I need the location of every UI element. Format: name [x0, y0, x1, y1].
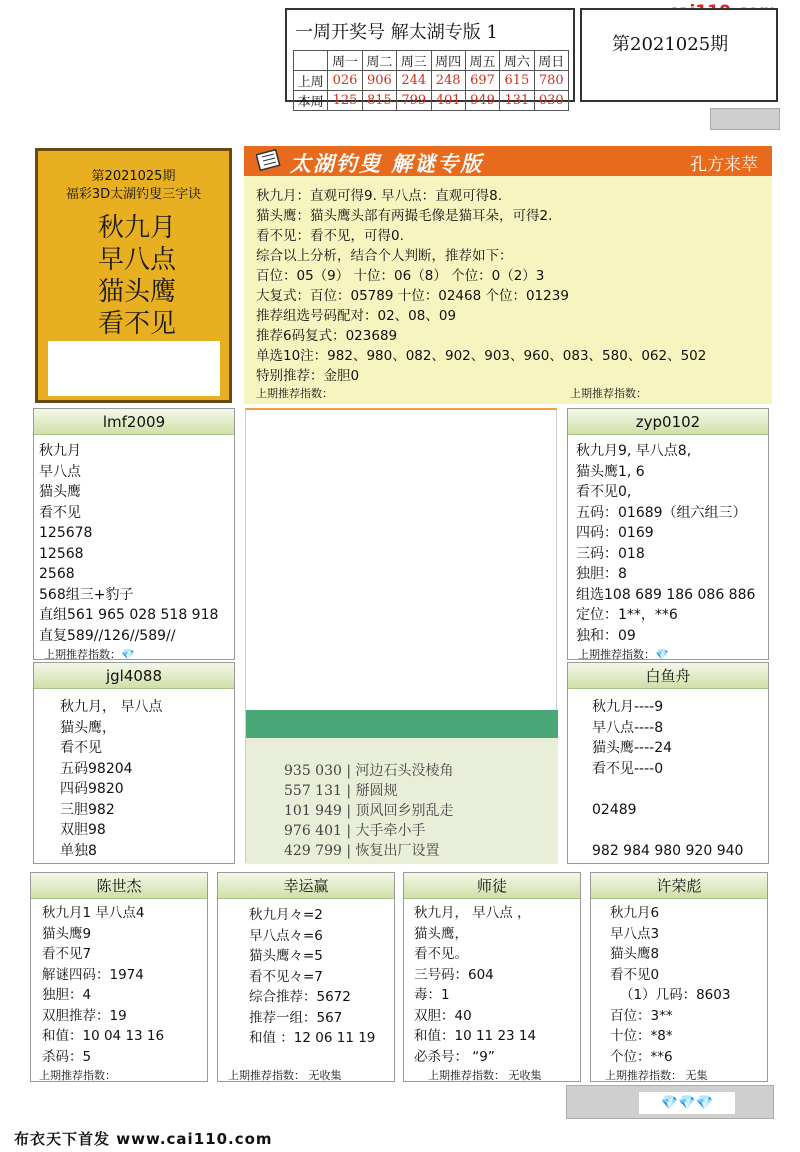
expert-card-lmf2009 [33, 408, 235, 660]
tip-line: 和值：10 11 23 14 [414, 1028, 537, 1044]
riddle-word: 早八点 [98, 245, 177, 275]
period-panel [580, 8, 778, 102]
index-label: 上期推荐指数： 无收集 [428, 1069, 542, 1082]
tip-line: 直复589//126//589// [39, 627, 176, 644]
draw-header-cell: 周一 [328, 51, 362, 71]
tip-line: 早八点----8 [592, 719, 664, 736]
tip-line: 五码98204 [60, 760, 133, 777]
tip-line: 定位：1**，**6 [576, 607, 678, 623]
draw-table [293, 50, 569, 111]
expert-card-jgl4088 [33, 662, 235, 864]
riddle-word: 猫头鹰 [98, 277, 177, 307]
tip-line: 三胆982 [60, 801, 115, 818]
tip-line: 2568 [39, 566, 75, 582]
tip-line: 杀码：5 [42, 1048, 92, 1065]
tip-line: 125678 [39, 525, 93, 541]
history-line: 976 401 | 大手牵小手 [284, 823, 426, 839]
tip-line: 三号码：604 [414, 966, 494, 983]
tip-line: 单独8 [60, 842, 97, 859]
tip-line: 看不见----0 [592, 760, 664, 777]
analysis-line: 单选10注：982、980、082、902、903、960、083、580、062、502 [256, 348, 707, 364]
draw-number: 815 [362, 91, 396, 111]
tip-line: 百位：3** [610, 1007, 673, 1024]
expert-body [568, 435, 768, 646]
tip-line: 秋九月， 早八点 [60, 699, 163, 715]
tip-line: 秋九月----9 [592, 699, 664, 715]
tip-line: 早八点 [39, 463, 81, 480]
tip-line: 猫头鹰， [60, 719, 116, 736]
tip-line: 个位：**6 [610, 1048, 673, 1065]
analysis-line: 猫头鹰：猫头鹰头部有两撮毛像是猫耳朵，可得2. [256, 208, 553, 224]
tip-line: 12568 [39, 545, 84, 562]
expert-card-zyp0102 [567, 408, 769, 660]
tip-line: 双胆：40 [414, 1007, 472, 1024]
analysis-line: 看不见：看不见，可得0. [256, 228, 404, 244]
expert-body [591, 899, 767, 1067]
tip-line: 秋九月6 [610, 905, 660, 921]
expert-name: 陈世杰 [31, 873, 207, 899]
history-line: 429 799 | 恢复出厂设置 [284, 843, 440, 859]
history-line: 935 030 | 河边石头没棱角 [284, 763, 454, 779]
index-label: 上期推荐指数： [256, 387, 333, 400]
analysis-line: 秋九月：直观可得9. 早八点：直观可得8. [256, 188, 503, 204]
expert-name: jgl4088 [34, 663, 234, 689]
tip-line: 看不见々=7 [249, 968, 323, 985]
spacer [592, 779, 768, 800]
tip-line: 568组三+豹子 [39, 586, 134, 603]
draw-number: 030 [534, 91, 568, 111]
expert-body [218, 899, 394, 1049]
period-label: 第2021025期 [612, 34, 729, 55]
draw-header-cell: 周三 [397, 51, 431, 71]
tip-line: 解谜四码：1974 [42, 966, 144, 983]
tip-line: 推荐一组：567 [249, 1009, 343, 1026]
center-panel [245, 408, 557, 863]
analysis-line: 大复式：百位：05789 十位：02468 个位：01239 [256, 288, 569, 304]
tip-line: 独和：09 [576, 627, 636, 644]
tip-line: 猫头鹰1, 6 [576, 463, 645, 480]
tip-line: 三码：018 [576, 545, 645, 562]
tip-line: 四码9820 [60, 781, 124, 797]
tip-line: 秋九月1 早八点4 [42, 905, 145, 921]
index-label: 上期推荐指数： [39, 1069, 116, 1082]
expert-card-shitu [403, 872, 581, 1082]
tip-line: 十位：*8* [610, 1028, 673, 1044]
tip-line: 和值：10 04 13 16 [42, 1028, 165, 1044]
tip-line: 看不见0 [610, 966, 660, 983]
expert-name: 许荣彪 [591, 873, 767, 899]
spacer [592, 820, 768, 841]
tip-line: 独胆：4 [42, 987, 92, 1003]
draw-number: 248 [431, 71, 465, 91]
tip-line: 综合推荐：5672 [249, 989, 351, 1005]
tip-line: 猫头鹰々=5 [249, 948, 323, 964]
tip-line: 秋九月9, 早八点8, [576, 443, 692, 459]
history-line: 101 949 | 顶风回乡别乱走 [284, 803, 454, 819]
tip-line: 必杀号： “9” [414, 1048, 495, 1065]
expert-name: 白鱼舟 [568, 663, 768, 689]
index-label: 上期推荐指数： [578, 648, 655, 661]
draw-number: 615 [500, 71, 534, 91]
draw-number: 949 [465, 91, 499, 111]
tip-line: 双胆98 [60, 822, 106, 838]
draw-row-label: 上周 [294, 71, 328, 91]
expert-body [34, 689, 234, 861]
book-icon [256, 149, 282, 171]
tip-line: 猫头鹰8 [610, 946, 660, 962]
riddle-word: 看不见 [98, 309, 177, 339]
gray-divider [710, 108, 780, 130]
diamond-icon: 💎 [655, 648, 669, 661]
draw-number: 780 [534, 71, 568, 91]
tip-line: 和值 ：12 06 11 19 [249, 1030, 376, 1046]
riddle-period: 第2021025期 [91, 169, 176, 184]
tip-line: 五码：01689（组六组三） [576, 504, 747, 521]
diamond-icon: 💎 [121, 648, 135, 661]
expert-body [34, 435, 234, 646]
tip-line: 独胆：8 [576, 566, 627, 582]
index-label: 上期推荐指数： [570, 387, 647, 400]
index-row [34, 646, 234, 662]
tip-line: 秋九月 [39, 443, 81, 459]
draw-title: 一周开奖号 解太湖专版 1 [295, 22, 498, 43]
banner-author: 孔方来萃 [690, 155, 758, 175]
riddle-card [35, 148, 232, 403]
expert-name: 幸运赢 [218, 873, 394, 899]
tip-line: 猫头鹰 [39, 484, 81, 500]
tip-line: 四码：0169 [576, 525, 654, 541]
draw-header-cell: 周日 [534, 51, 568, 71]
analysis-line: 百位：05（9） 十位：06（8） 个位：0（2）3 [256, 268, 545, 284]
index-label: 上期推荐指数： [44, 648, 121, 661]
expert-name: 师徒 [404, 873, 580, 899]
analysis-line: 特别推荐：金胆0 [256, 368, 360, 384]
draw-header-cell: 周五 [465, 51, 499, 71]
riddle-word: 秋九月 [98, 213, 177, 243]
draw-number: 697 [465, 71, 499, 91]
center-green-bar [246, 710, 558, 738]
riddle-subtitle: 福彩3D太湖钓叟三字诀 [65, 187, 202, 202]
draw-number: 125 [328, 91, 362, 111]
expert-card-xurongbiao [590, 872, 768, 1082]
draw-number: 401 [431, 91, 465, 111]
tip-line: 猫头鹰----24 [592, 740, 673, 756]
tip-line: 看不见0, [576, 484, 632, 500]
riddle-blank-box [48, 341, 220, 396]
expert-body [568, 689, 768, 861]
analysis-line: 推荐组选号码配对：02、08、09 [256, 308, 457, 324]
diamond-icon: 💎💎💎 [639, 1092, 735, 1114]
draw-header-cell: 周六 [500, 51, 534, 71]
analysis-line: 推荐6码复式：023689 [256, 328, 398, 344]
history-riddle-list [246, 738, 558, 864]
tip-line: 02489 [592, 801, 637, 818]
draw-header-row [294, 51, 569, 71]
draw-number: 906 [362, 71, 396, 91]
footer-credit: 布衣天下首发 www.cai110.com [14, 1130, 273, 1148]
expert-card-baiyuzhou [567, 662, 769, 864]
expert-name: lmf2009 [34, 409, 234, 435]
tip-line: 早八点3 [610, 925, 660, 942]
draw-header-cell: 周二 [362, 51, 396, 71]
tip-line: 猫头鹰， [414, 925, 468, 942]
tip-line: 秋九月， 早八点 ， [414, 905, 531, 921]
draw-number: 131 [500, 91, 534, 111]
draw-header-cell: 周四 [431, 51, 465, 71]
tip-line: （1）几码：8603 [620, 987, 731, 1003]
draw-row-last-week [294, 71, 569, 91]
tip-line: 直组561 965 028 518 918 [39, 607, 219, 623]
tip-line: 看不见 [39, 504, 81, 521]
expert-body [404, 899, 580, 1067]
tip-line: 秋九月々=2 [249, 907, 323, 923]
tip-line: 看不见。 [414, 946, 468, 962]
draw-number: 244 [397, 71, 431, 91]
draw-row-label: 本周 [294, 91, 328, 111]
index-label: 上期推荐指数： 无集 [605, 1069, 708, 1082]
tip-line: 982 984 980 920 940 [592, 842, 744, 859]
history-line: 557 131 | 掰圆规 [284, 783, 398, 799]
expert-name: zyp0102 [568, 409, 768, 435]
index-label: 上期推荐指数： 无收集 [228, 1068, 342, 1082]
weekly-draw-panel [285, 8, 575, 110]
expert-card-chenshijie [30, 872, 208, 1082]
banner-title: 太湖钓叟 解谜专版 [290, 152, 484, 176]
header-banner [244, 146, 772, 176]
tip-line: 毒：1 [414, 987, 450, 1003]
draw-number: 026 [328, 71, 362, 91]
tip-line: 早八点々=6 [249, 927, 323, 944]
expert-card-xingyunying [217, 872, 395, 1082]
tip-line: 看不见 [60, 740, 102, 756]
draw-row-this-week [294, 91, 569, 111]
tip-line: 猫头鹰9 [42, 925, 92, 942]
main-analysis [244, 176, 772, 404]
analysis-line: 综合以上分析，结合个人判断，推荐如下： [256, 248, 513, 264]
expert-body [31, 899, 207, 1067]
tip-line: 双胆推荐：19 [42, 1007, 127, 1024]
tip-line: 组选108 689 186 086 886 [576, 586, 756, 603]
draw-number: 799 [397, 91, 431, 111]
tip-line: 看不见7 [42, 946, 92, 962]
rating-panel [566, 1085, 774, 1119]
index-row [568, 646, 768, 662]
draw-header-cell [294, 51, 328, 71]
